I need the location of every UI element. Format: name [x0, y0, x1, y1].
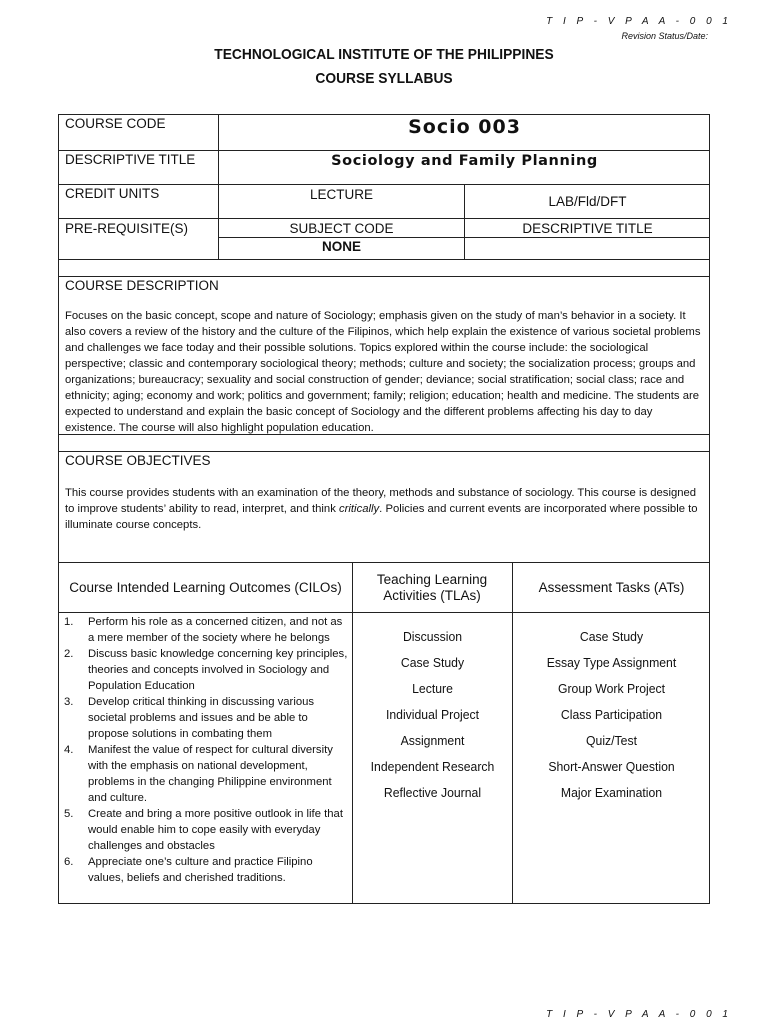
course-objectives-heading: COURSE OBJECTIVES — [65, 453, 211, 468]
cilo-list — [64, 614, 350, 886]
document-title: COURSE SYLLABUS — [315, 70, 453, 87]
tla-header: Teaching Learning Activities (TLAs) — [376, 572, 488, 603]
at-header: Assessment Tasks (ATs) — [538, 580, 685, 595]
course-code-label: COURSE CODE — [65, 116, 166, 131]
list-item: Independent Research — [370, 759, 495, 774]
institution-name: TECHNOLOGICAL INSTITUTE OF THE PHILIPPINES — [214, 46, 554, 63]
tla-list — [353, 624, 512, 806]
list-item: Short-Answer Question — [548, 759, 675, 774]
list-item: Case Study — [579, 629, 644, 644]
list-item: 2. Discuss basic knowledge concerning key principles, theories and concepts involved in Sociology and Population Education — [64, 648, 348, 692]
document-code-top: T I P - V P A A - 0 0 1 — [546, 16, 732, 27]
prerequisite-title-label: DESCRIPTIVE TITLE — [522, 221, 653, 236]
list-item: Assignment — [400, 733, 465, 748]
row-divider — [58, 276, 710, 277]
list-item: 1. Perform his role as a concerned citizen, and not as a mere member of the society where he belongs — [64, 616, 343, 644]
credit-units-label: CREDIT UNITS — [65, 186, 160, 201]
list-item: Reflective Journal — [383, 785, 482, 800]
emphasis-critically: critically — [339, 503, 380, 515]
list-item: Class Participation — [560, 707, 663, 722]
subject-code-label: SUBJECT CODE — [289, 221, 394, 236]
row-divider — [58, 218, 710, 219]
descriptive-title-label: DESCRIPTIVE TITLE — [65, 152, 196, 167]
list-item: Major Examination — [560, 785, 663, 800]
cilo-header: Course Intended Learning Outcomes (CILOs) — [69, 580, 342, 595]
row-divider — [58, 259, 710, 260]
revision-status-label: Revision Status/Date: — [621, 31, 708, 41]
list-item: 5. Create and bring a more positive outlook in life that would enable him to cope easily with everyday challenges and obstacles — [64, 808, 343, 852]
list-item: 6. Appreciate one’s culture and practice Filipino values, beliefs and cherished traditions. — [64, 856, 313, 884]
lecture-label: LECTURE — [309, 187, 373, 202]
row-divider — [58, 612, 710, 613]
course-objectives-text: This course provides students with an examination of the theory, methods and substance of sociology. This course is designed to improve students’ ability to read, interpret, and think critically. Policies and current events are incorporated where possible to illuminate course concepts. — [65, 487, 698, 531]
list-item: Essay Type Assignment — [546, 655, 677, 670]
document-code-bottom: T I P - V P A A - 0 0 1 — [546, 1009, 732, 1020]
list-item: Quiz/Test — [586, 733, 637, 748]
list-item: 4. Manifest the value of respect for cultural diversity with the emphasis on national development, problems in the changing Philippine environment and culture. — [64, 744, 333, 804]
row-divider — [58, 184, 710, 185]
row-divider — [58, 562, 710, 563]
descriptive-title-value: Sociology and Family Planning — [331, 153, 598, 169]
list-item: Individual Project — [385, 707, 480, 722]
list-item: 3. Develop critical thinking in discussing various societal problems and issues and be able to propose solutions in combating them — [64, 696, 315, 740]
row-divider — [58, 150, 710, 151]
row-divider — [58, 451, 710, 452]
list-item: Lecture — [412, 681, 453, 696]
lab-label: LAB/Fld/DFT — [548, 194, 627, 209]
prerequisite-value: NONE — [321, 239, 361, 254]
list-item: Group Work Project — [557, 681, 666, 696]
prerequisite-label: PRE-REQUISITE(S) — [65, 221, 189, 236]
course-code-value: Socio 003 — [408, 116, 521, 138]
at-list — [513, 624, 710, 806]
list-item: Case Study — [400, 655, 465, 670]
course-description-heading: COURSE DESCRIPTION — [65, 278, 219, 293]
course-description-text: Focuses on the basic concept, scope and nature of Sociology; emphasis given on the study of man’s behavior in a society. It also covers a review of the history and the culture of the Filipinos, which help explain the existence of various societal problems and challenges we face today and their possible solutions. Topics explored within the course include: the sociological perspective; classic and contemporary sociological theory; methods; culture and society; the socialization process; groups and organizations; bureaucracy; sexuality and social construction of gender; deviance; social stratification; social class; race and ethnicity; aging; economy and work; politics and government; family; religion; education; health and medicine. The students are expected to understand and explain the basic concept of Sociology and the different problems affecting his day to day existence. The course will also highlight population education. — [65, 310, 701, 434]
list-item: Discussion — [402, 629, 463, 644]
